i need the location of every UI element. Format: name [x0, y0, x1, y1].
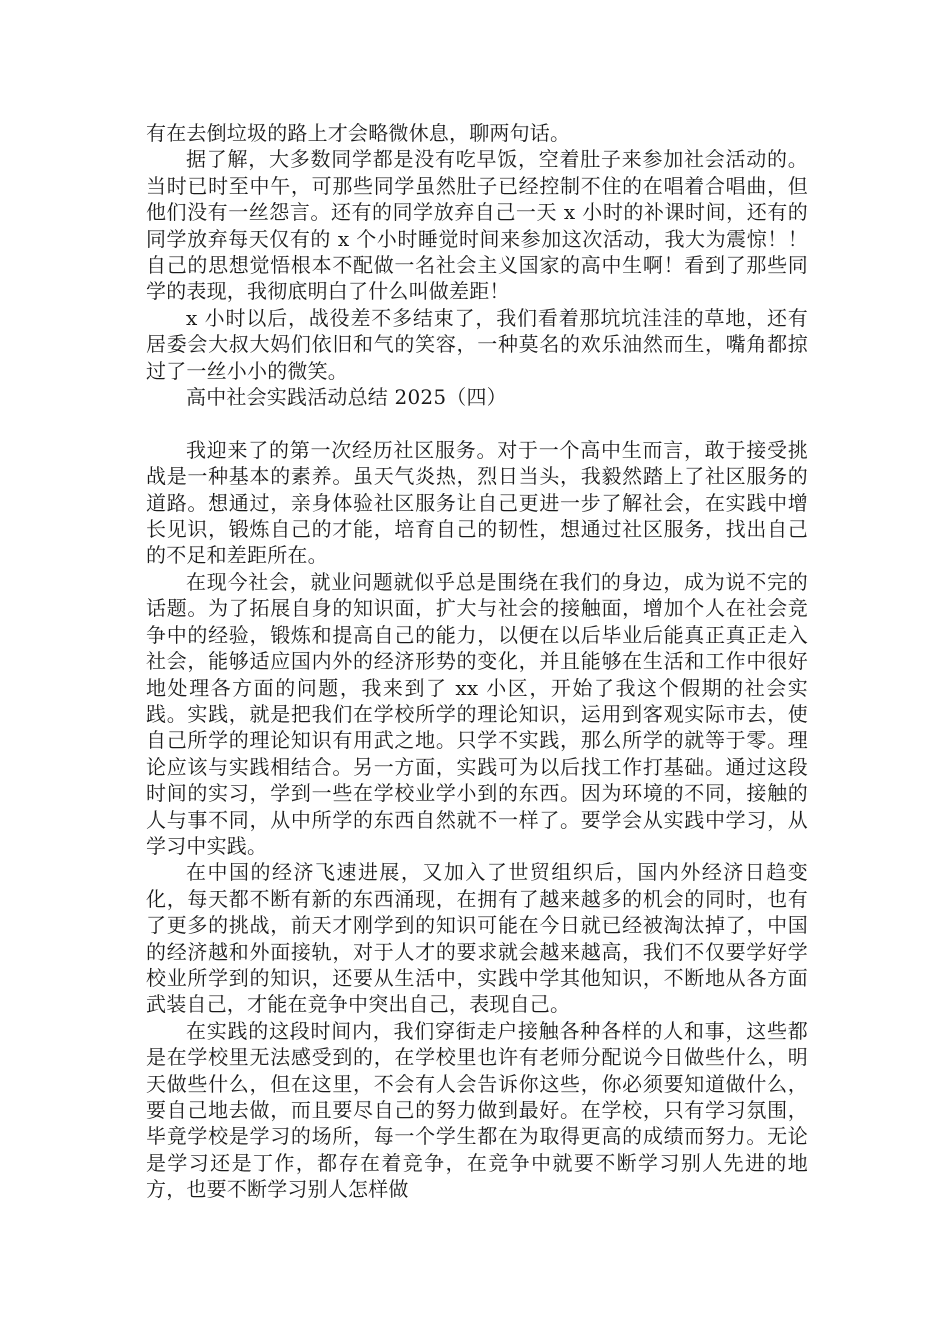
paragraph-classmates-no-breakfast: 据了解，大多数同学都是没有吃早饭，空着肚子来参加社会活动的。当时已时至中午，可那些同学虽然肚子已经控制不住的在唱着合唱曲，但他们没有一丝怨言。还有的同学放弃自己一天 x 小时的补课时间，还有的同学放弃每天仅有的 x 个小时睡觉时间来参加这次活动，我大为震惊！！自己的思想觉悟根本不配做一名社会主义国家的高中生啊！看到了那些同学的表现，我彻底明白了什么叫做差距！: [146, 147, 808, 304]
paragraph-economic-development: 在中国的经济飞速进展，又加入了世贸组织后，国内外经济日趋变化，每天都不断有新的东西涌现，在拥有了越来越多的机会的同时，也有了更多的挑战，前天才刚学到的知识可能在今日就已经被淘汰掉了，中国的经济越和外面接轨，对于人才的要求就会越来越高，我们不仅要学好学校业所学到的知识，还要从生活中，实践中学其他知识，不断地从各方面武装自己，才能在竞争中突出自己，表现自己。: [146, 860, 808, 1017]
paragraph-battle-ended: x 小时以后，战役差不多结束了，我们看着那坑坑洼洼的草地，还有居委会大叔大妈们依旧和气的笑容，一种莫名的欢乐油然而生，嘴角都掠过了一丝小小的微笑。: [146, 305, 808, 383]
section-heading: 高中社会实践活动总结 2025（四）: [186, 385, 507, 410]
paragraph-employment-issue: 在现今社会，就业问题就似乎总是围绕在我们的身边，成为说不完的话题。为了拓展自身的知识面，扩大与社会的接触面，增加个人在社会竞争中的经验，锻炼和提高自己的能力，以便在以后毕业后能真正真正走入社会，能够适应国内外的经济形势的变化，并且能够在生活和工作中很好地处理各方面的问题，我来到了 xx 小区，开始了我这个假期的社会实践。实践，就是把我们在学校所学的理论知识，运用到客观实际市去，使自己所学的理论知识有用武之地。只学不实践，那么所学的就等于零。理论应该与实践相结合。另一方面，实践可为以后找工作打基础。通过这段时间的实习，学到一些在学校业学小到的东西。因为环境的不同，接触的人与事不同，从中所学的东西自然就不一样了。要学会从实践中学习，从学习中实践。: [146, 569, 808, 858]
blank-line: [146, 410, 808, 436]
paragraph-practice-period: 在实践的这段时间内，我们穿街走户接触各种各样的人和事，这些都是在学校里无法感受到的，在学校里也许有老师分配说今日做些什么，明天做些什么，但在这里，不会有人会告诉你这些，你必须要知道做什么，要自己地去做，而且要尽自己的努力做到最好。在学校，只有学习氛围，毕竟学校是学习的场所，每一个学生都在为取得更高的成绩而努力。无论是学习还是丁作，都存在着竞争，在竞争中就要不断学习别人先进的地方，也要不断学习别人怎样做: [146, 1018, 808, 1202]
paragraph-continued: 有在去倒垃圾的路上才会略微休息，聊两句话。: [146, 121, 571, 145]
document-body: [146, 120, 808, 1203]
paragraph-first-community-service: 我迎来了的第一次经历社区服务。对于一个高中生而言，敢于接受挑战是一种基本的素养。虽天气炎热，烈日当头，我毅然踏上了社区服务的道路。想通过，亲身体验社区服务让自己更进一步了解社会，在实践中增长见识，锻炼自己的才能，培育自己的韧性，想通过社区服务，找出自己的不足和差距所在。: [146, 437, 808, 568]
